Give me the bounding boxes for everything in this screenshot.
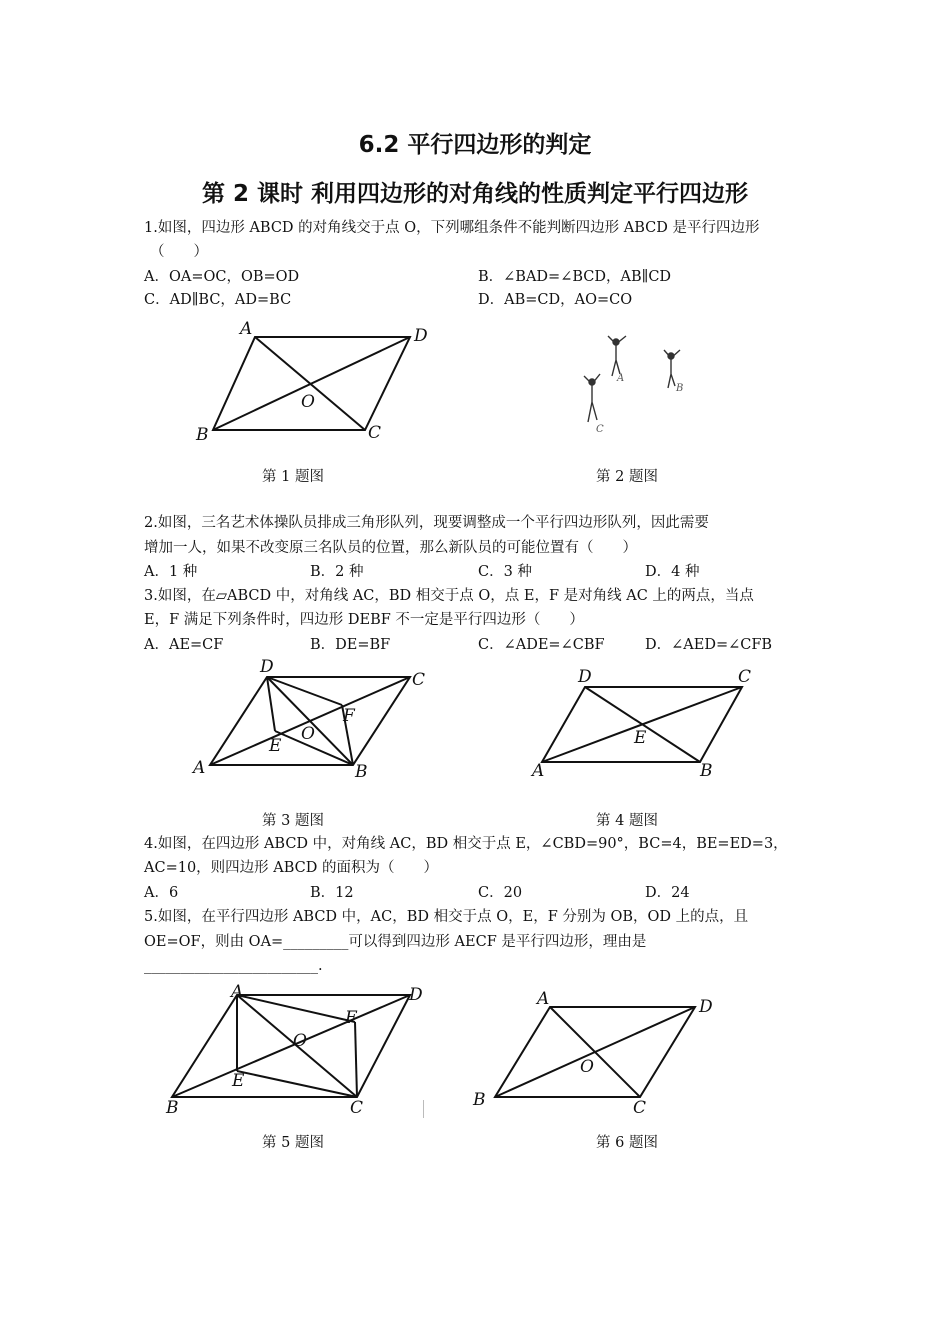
fig4-label-e: E (634, 728, 647, 748)
fig5-segment-fc (355, 1022, 357, 1097)
q1-stem: 1.如图，四边形 ABCD 的对角线交于点 O，下列哪组条件不能判断四边形 ABCD 是平行四边形 (144, 220, 760, 236)
q2-option-c: C．3 种 (478, 564, 532, 580)
stray-mark (423, 1100, 424, 1118)
fig5-label-f: F (345, 1008, 357, 1028)
figure-4 (520, 660, 770, 785)
fig5-label-e: E (232, 1071, 245, 1091)
q1-option-a: A．OA=OC，OB=OD (144, 269, 300, 285)
fig1-caption: 第 1 题图 (262, 469, 324, 485)
fig3-caption: 第 3 题图 (262, 813, 324, 829)
fig6-label-c: C (633, 1098, 647, 1118)
fig4-label-a: A (532, 761, 545, 781)
q3-option-a: A．AE=CF (144, 637, 224, 653)
gymnast-a-figure (608, 336, 626, 376)
fig4-label-b: B (700, 761, 713, 781)
fig1-label-o: O (301, 392, 315, 412)
q3-line-1: 3.如图，在▱ABCD 中，对角线 AC，BD 相交于点 O，点 E，F 是对角线 AC 上的两点，当点 (144, 588, 754, 604)
q2-option-d: D．4 种 (645, 564, 700, 580)
q2-line-1: 2.如图，三名艺术体操队员排成三角形队列，现要调整成一个平行四边形队列，因此需要 (144, 515, 709, 531)
fig2-label-c: C (596, 424, 604, 435)
q4-option-a: A．6 (144, 885, 179, 901)
q3-option-c: C．∠ADE=∠CBF (478, 637, 605, 653)
fig2-caption: 第 2 题图 (596, 469, 658, 485)
q4-line-2: AC=10，则四边形 ABCD 的面积为（ ） (144, 860, 438, 876)
figure-2 (570, 330, 710, 440)
fig5-label-d: D (409, 985, 423, 1005)
fig6-label-d: D (699, 997, 713, 1017)
page-title: 6.2 平行四边形的判定 (358, 132, 592, 158)
fig5-label-c: C (350, 1098, 364, 1118)
fig3-label-b: B (355, 762, 368, 782)
fig3-segment-df (267, 677, 342, 705)
q3-line-2: E，F 满足下列条件时，四边形 DEBF 不一定是平行四边形（ ） (144, 612, 584, 628)
fig6-diagonal-bd (495, 1007, 695, 1097)
q3-option-b: B．DE=BF (310, 637, 391, 653)
fig5-segment-ec (237, 1071, 357, 1097)
q2-line-2: 增加一人，如果不改变原三名队员的位置，那么新队员的可能位置有（ ） (144, 540, 637, 556)
figure-3 (185, 655, 435, 785)
fig5-label-b: B (166, 1098, 179, 1118)
fig4-label-d: D (578, 667, 592, 687)
q4-option-d: D．24 (645, 885, 690, 901)
fig2-label-a: A (617, 373, 625, 384)
q5-line-3: ________________________. (144, 958, 323, 974)
fig1-label-c: C (368, 423, 382, 443)
q4-option-c: C．20 (478, 885, 523, 901)
figure-6 (465, 985, 725, 1120)
page-subtitle: 第 2 课时 利用四边形的对角线的性质判定平行四边形 (201, 181, 749, 207)
fig1-diagonal-bd (213, 337, 410, 430)
fig1-label-b: B (196, 425, 209, 445)
fig5-segment-af (237, 995, 355, 1022)
fig6-label-b: B (473, 1090, 486, 1110)
q2-option-b: B．2 种 (310, 564, 364, 580)
fig6-caption: 第 6 题图 (596, 1135, 658, 1151)
figure-1 (180, 315, 440, 450)
fig1-label-a: A (240, 319, 253, 339)
fig5-label-a: A (231, 982, 244, 1002)
fig4-label-c: C (738, 667, 752, 687)
fig6-label-a: A (537, 989, 550, 1009)
q5-line-2: OE=OF，则由 OA=_________可以得到四边形 AECF 是平行四边形，理由是 (144, 934, 647, 950)
fig3-label-o: O (301, 724, 315, 744)
fig5-label-o: O (293, 1031, 307, 1051)
fig6-label-o: O (580, 1057, 594, 1077)
fig3-label-f: F (343, 706, 355, 726)
q2-option-a: A．1 种 (144, 564, 198, 580)
q1-option-d: D．AB=CD，AO=CO (478, 292, 633, 308)
fig4-caption: 第 4 题图 (596, 813, 658, 829)
q4-option-b: B．12 (310, 885, 354, 901)
fig1-label-d: D (414, 326, 428, 346)
figure-5 (160, 980, 440, 1120)
gymnast-c-figure (584, 374, 600, 422)
fig5-caption: 第 5 题图 (262, 1135, 324, 1151)
q1-option-b: B．∠BAD=∠BCD，AB∥CD (478, 269, 672, 285)
fig2-label-b: B (676, 383, 684, 394)
q1-option-c: C．AD∥BC，AD=BC (144, 292, 292, 308)
fig3-label-c: C (412, 670, 426, 690)
fig3-label-e: E (269, 736, 282, 756)
fig4-diagonal-bd (585, 687, 700, 762)
q1-blank: （ ） (150, 244, 208, 260)
fig3-label-d: D (260, 657, 274, 677)
q5-line-1: 5.如图，在平行四边形 ABCD 中，AC，BD 相交于点 O，E，F 分别为 OB，OD 上的点，且 (144, 909, 749, 925)
q3-option-d: D．∠AED=∠CFB (645, 637, 773, 653)
q4-line-1: 4.如图，在四边形 ABCD 中，对角线 AC，BD 相交于点 E，∠CBD=90°，BC=4，BE=ED=3， (144, 836, 788, 852)
fig3-label-a: A (193, 758, 206, 778)
